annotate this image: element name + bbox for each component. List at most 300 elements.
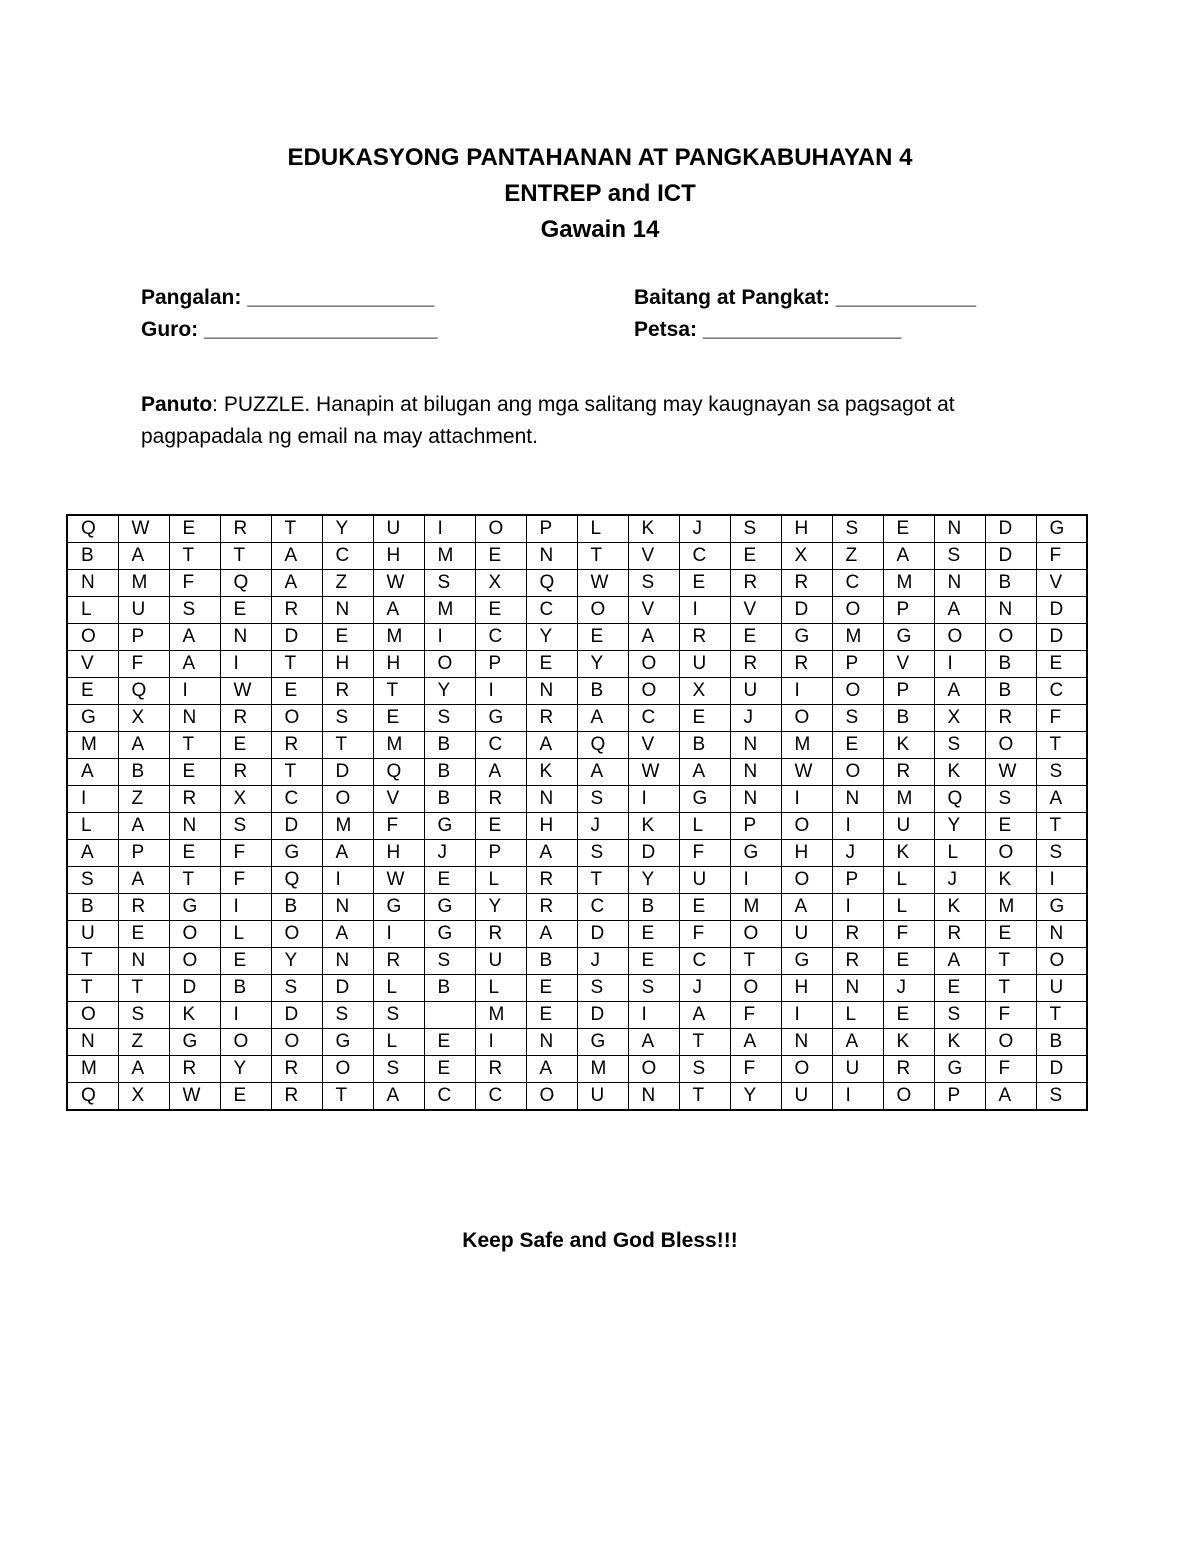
grid-cell[interactable]: L bbox=[577, 515, 628, 543]
grid-cell[interactable]: X bbox=[220, 786, 271, 813]
grid-cell[interactable]: M bbox=[883, 570, 934, 597]
grid-cell[interactable]: V bbox=[628, 597, 679, 624]
grid-cell[interactable]: A bbox=[373, 597, 424, 624]
grid-cell[interactable]: R bbox=[322, 678, 373, 705]
grid-cell[interactable]: U bbox=[679, 651, 730, 678]
grid-cell[interactable]: K bbox=[883, 840, 934, 867]
grid-cell[interactable]: N bbox=[526, 1029, 577, 1056]
grid-cell[interactable]: C bbox=[475, 624, 526, 651]
grid-cell[interactable]: P bbox=[883, 597, 934, 624]
grid-cell[interactable]: G bbox=[475, 705, 526, 732]
grid-cell[interactable]: A bbox=[526, 732, 577, 759]
grid-cell[interactable]: C bbox=[424, 1083, 475, 1111]
grid-cell[interactable]: O bbox=[832, 759, 883, 786]
grid-cell[interactable]: E bbox=[475, 813, 526, 840]
grid-cell[interactable]: T bbox=[271, 651, 322, 678]
grid-cell[interactable]: W bbox=[220, 678, 271, 705]
grid-cell[interactable]: A bbox=[118, 732, 169, 759]
grid-cell[interactable]: A bbox=[934, 948, 985, 975]
grid-cell[interactable]: D bbox=[1036, 597, 1087, 624]
grid-cell[interactable]: O bbox=[169, 948, 220, 975]
grid-cell[interactable]: S bbox=[322, 705, 373, 732]
grid-cell[interactable]: K bbox=[628, 515, 679, 543]
grid-cell[interactable]: E bbox=[220, 732, 271, 759]
grid-cell[interactable]: M bbox=[577, 1056, 628, 1083]
grid-cell[interactable]: R bbox=[730, 570, 781, 597]
grid-cell[interactable]: B bbox=[679, 732, 730, 759]
grid-cell[interactable]: S bbox=[373, 1002, 424, 1029]
grid-cell[interactable]: E bbox=[526, 651, 577, 678]
grid-cell[interactable]: D bbox=[781, 597, 832, 624]
grid-cell[interactable]: F bbox=[169, 570, 220, 597]
grid-cell[interactable]: N bbox=[832, 975, 883, 1002]
grid-cell[interactable]: N bbox=[526, 543, 577, 570]
grid-cell[interactable]: S bbox=[832, 515, 883, 543]
grid-cell[interactable]: E bbox=[322, 624, 373, 651]
grid-cell[interactable]: O bbox=[628, 1056, 679, 1083]
grid-cell[interactable]: R bbox=[985, 705, 1036, 732]
grid-cell[interactable]: R bbox=[169, 786, 220, 813]
grid-cell[interactable]: U bbox=[832, 1056, 883, 1083]
grid-cell[interactable]: B bbox=[271, 894, 322, 921]
grid-cell[interactable]: K bbox=[985, 867, 1036, 894]
grid-cell[interactable]: O bbox=[832, 597, 883, 624]
grid-cell[interactable]: A bbox=[934, 678, 985, 705]
grid-cell[interactable]: C bbox=[679, 948, 730, 975]
grid-cell[interactable]: E bbox=[577, 624, 628, 651]
grid-cell[interactable]: S bbox=[628, 975, 679, 1002]
grid-cell[interactable]: P bbox=[475, 651, 526, 678]
grid-cell[interactable]: R bbox=[526, 894, 577, 921]
grid-cell[interactable]: R bbox=[169, 1056, 220, 1083]
grid-cell[interactable]: I bbox=[781, 1002, 832, 1029]
grid-cell[interactable]: T bbox=[169, 867, 220, 894]
grid-cell[interactable]: F bbox=[883, 921, 934, 948]
grid-cell[interactable]: L bbox=[934, 840, 985, 867]
grid-cell[interactable]: S bbox=[934, 732, 985, 759]
grid-cell[interactable]: R bbox=[475, 921, 526, 948]
grid-cell[interactable]: B bbox=[220, 975, 271, 1002]
grid-cell[interactable]: S bbox=[1036, 759, 1087, 786]
grid-cell[interactable]: Q bbox=[67, 515, 118, 543]
grid-cell[interactable]: T bbox=[271, 759, 322, 786]
grid-cell[interactable]: S bbox=[67, 867, 118, 894]
grid-cell[interactable]: A bbox=[679, 759, 730, 786]
grid-cell[interactable]: B bbox=[883, 705, 934, 732]
grid-cell[interactable]: S bbox=[1036, 1083, 1087, 1111]
grid-cell[interactable]: R bbox=[118, 894, 169, 921]
grid-cell[interactable]: T bbox=[985, 948, 1036, 975]
grid-cell[interactable]: S bbox=[424, 570, 475, 597]
grid-cell[interactable]: Q bbox=[67, 1083, 118, 1111]
grid-cell[interactable]: K bbox=[883, 732, 934, 759]
grid-cell[interactable]: Q bbox=[271, 867, 322, 894]
grid-cell[interactable]: G bbox=[883, 624, 934, 651]
grid-cell[interactable]: D bbox=[1036, 624, 1087, 651]
grid-cell[interactable]: B bbox=[424, 975, 475, 1002]
grid-cell[interactable]: U bbox=[1036, 975, 1087, 1002]
grid-cell[interactable]: G bbox=[679, 786, 730, 813]
grid-cell[interactable]: H bbox=[373, 840, 424, 867]
grid-cell[interactable]: Y bbox=[220, 1056, 271, 1083]
grid-cell[interactable]: S bbox=[424, 705, 475, 732]
grid-cell[interactable]: R bbox=[220, 515, 271, 543]
grid-cell[interactable]: X bbox=[118, 705, 169, 732]
grid-cell[interactable]: D bbox=[985, 543, 1036, 570]
grid-cell[interactable]: N bbox=[934, 515, 985, 543]
grid-cell[interactable]: P bbox=[118, 624, 169, 651]
grid-cell[interactable]: B bbox=[67, 543, 118, 570]
grid-cell[interactable]: I bbox=[628, 786, 679, 813]
grid-cell[interactable]: J bbox=[832, 840, 883, 867]
grid-cell[interactable]: S bbox=[577, 840, 628, 867]
grid-cell[interactable]: W bbox=[373, 570, 424, 597]
grid-cell[interactable]: M bbox=[781, 732, 832, 759]
grid-cell[interactable]: I bbox=[424, 515, 475, 543]
grid-cell[interactable]: I bbox=[730, 867, 781, 894]
grid-cell[interactable]: G bbox=[424, 813, 475, 840]
grid-cell[interactable]: T bbox=[1036, 813, 1087, 840]
grid-cell[interactable]: M bbox=[373, 624, 424, 651]
grid-cell[interactable]: A bbox=[169, 624, 220, 651]
grid-cell[interactable]: V bbox=[883, 651, 934, 678]
grid-cell[interactable]: I bbox=[322, 867, 373, 894]
grid-cell[interactable]: A bbox=[883, 543, 934, 570]
grid-cell[interactable]: H bbox=[373, 651, 424, 678]
grid-cell[interactable]: E bbox=[730, 624, 781, 651]
grid-cell[interactable]: I bbox=[832, 813, 883, 840]
grid-cell[interactable]: K bbox=[883, 1029, 934, 1056]
grid-cell[interactable]: R bbox=[832, 921, 883, 948]
grid-cell[interactable]: I bbox=[424, 624, 475, 651]
grid-cell[interactable]: Q bbox=[526, 570, 577, 597]
grid-cell[interactable]: I bbox=[67, 786, 118, 813]
grid-cell[interactable]: E bbox=[679, 705, 730, 732]
grid-cell[interactable]: T bbox=[322, 1083, 373, 1111]
grid-cell[interactable]: C bbox=[271, 786, 322, 813]
grid-cell[interactable]: W bbox=[985, 759, 1036, 786]
grid-cell[interactable]: S bbox=[934, 1002, 985, 1029]
grid-cell[interactable]: P bbox=[832, 651, 883, 678]
grid-cell[interactable]: L bbox=[67, 813, 118, 840]
grid-cell[interactable]: G bbox=[781, 624, 832, 651]
grid-cell[interactable]: R bbox=[934, 921, 985, 948]
grid-cell[interactable]: T bbox=[730, 948, 781, 975]
grid-cell[interactable]: A bbox=[1036, 786, 1087, 813]
grid-cell[interactable]: A bbox=[118, 867, 169, 894]
grid-cell[interactable]: R bbox=[526, 705, 577, 732]
grid-cell[interactable]: L bbox=[373, 1029, 424, 1056]
grid-cell[interactable]: E bbox=[985, 813, 1036, 840]
grid-cell[interactable]: V bbox=[373, 786, 424, 813]
grid-cell[interactable]: E bbox=[169, 840, 220, 867]
grid-cell[interactable]: G bbox=[1036, 515, 1087, 543]
grid-cell[interactable]: H bbox=[526, 813, 577, 840]
grid-cell[interactable]: E bbox=[424, 1029, 475, 1056]
grid-cell[interactable]: N bbox=[832, 786, 883, 813]
grid-cell[interactable]: B bbox=[118, 759, 169, 786]
grid-cell[interactable]: A bbox=[118, 813, 169, 840]
grid-cell[interactable]: G bbox=[424, 894, 475, 921]
grid-cell[interactable]: H bbox=[781, 515, 832, 543]
grid-cell[interactable]: W bbox=[373, 867, 424, 894]
grid-cell[interactable]: L bbox=[220, 921, 271, 948]
grid-cell[interactable]: A bbox=[322, 840, 373, 867]
grid-cell[interactable]: P bbox=[730, 813, 781, 840]
grid-cell[interactable]: B bbox=[985, 570, 1036, 597]
grid-cell[interactable]: O bbox=[934, 624, 985, 651]
grid-cell[interactable]: Y bbox=[322, 515, 373, 543]
grid-cell[interactable]: A bbox=[475, 759, 526, 786]
grid-cell[interactable]: K bbox=[934, 759, 985, 786]
grid-cell[interactable]: I bbox=[220, 1002, 271, 1029]
grid-cell[interactable]: T bbox=[271, 515, 322, 543]
grid-cell[interactable]: A bbox=[67, 759, 118, 786]
grid-cell[interactable]: N bbox=[730, 759, 781, 786]
grid-cell[interactable]: S bbox=[220, 813, 271, 840]
grid-cell[interactable]: V bbox=[730, 597, 781, 624]
grid-cell[interactable]: Y bbox=[934, 813, 985, 840]
grid-cell[interactable]: S bbox=[373, 1056, 424, 1083]
grid-cell[interactable]: N bbox=[322, 597, 373, 624]
grid-cell[interactable]: M bbox=[475, 1002, 526, 1029]
grid-cell[interactable]: A bbox=[271, 570, 322, 597]
grid-cell[interactable]: M bbox=[118, 570, 169, 597]
grid-cell[interactable]: H bbox=[781, 840, 832, 867]
grid-cell[interactable]: I bbox=[220, 894, 271, 921]
grid-cell[interactable]: A bbox=[781, 894, 832, 921]
grid-cell[interactable]: S bbox=[424, 948, 475, 975]
grid-cell[interactable]: E bbox=[271, 678, 322, 705]
grid-cell[interactable]: R bbox=[475, 1056, 526, 1083]
grid-cell[interactable]: J bbox=[679, 975, 730, 1002]
grid-cell[interactable]: T bbox=[1036, 1002, 1087, 1029]
grid-cell[interactable]: C bbox=[628, 705, 679, 732]
grid-cell[interactable]: Z bbox=[322, 570, 373, 597]
grid-cell[interactable]: E bbox=[118, 921, 169, 948]
grid-cell[interactable]: R bbox=[373, 948, 424, 975]
grid-cell[interactable]: T bbox=[67, 948, 118, 975]
grid-cell[interactable]: A bbox=[67, 840, 118, 867]
grid-cell[interactable]: E bbox=[424, 1056, 475, 1083]
grid-cell[interactable]: K bbox=[934, 1029, 985, 1056]
grid-cell[interactable]: F bbox=[985, 1002, 1036, 1029]
grid-cell[interactable]: C bbox=[526, 597, 577, 624]
grid-cell[interactable]: O bbox=[985, 732, 1036, 759]
grid-cell[interactable]: A bbox=[934, 597, 985, 624]
grid-cell[interactable]: X bbox=[679, 678, 730, 705]
grid-cell[interactable]: A bbox=[730, 1029, 781, 1056]
grid-cell[interactable]: A bbox=[526, 840, 577, 867]
grid-cell[interactable]: O bbox=[1036, 948, 1087, 975]
grid-cell[interactable]: S bbox=[1036, 840, 1087, 867]
grid-cell[interactable]: E bbox=[1036, 651, 1087, 678]
grid-cell[interactable]: D bbox=[271, 813, 322, 840]
grid-cell[interactable]: A bbox=[118, 1056, 169, 1083]
grid-cell[interactable]: O bbox=[577, 597, 628, 624]
grid-cell[interactable]: I bbox=[934, 651, 985, 678]
grid-cell[interactable]: P bbox=[526, 515, 577, 543]
grid-cell[interactable]: I bbox=[832, 894, 883, 921]
grid-cell[interactable]: I bbox=[679, 597, 730, 624]
grid-cell[interactable]: A bbox=[679, 1002, 730, 1029]
grid-cell[interactable]: I bbox=[628, 1002, 679, 1029]
grid-cell[interactable]: Y bbox=[577, 651, 628, 678]
grid-cell[interactable]: H bbox=[322, 651, 373, 678]
grid-cell[interactable]: M bbox=[730, 894, 781, 921]
grid-cell[interactable]: E bbox=[526, 1002, 577, 1029]
grid-cell[interactable]: O bbox=[985, 840, 1036, 867]
grid-cell[interactable]: I bbox=[781, 678, 832, 705]
grid-cell[interactable]: T bbox=[373, 678, 424, 705]
grid-cell[interactable]: O bbox=[628, 678, 679, 705]
grid-cell[interactable]: B bbox=[985, 651, 1036, 678]
grid-cell[interactable]: D bbox=[628, 840, 679, 867]
grid-cell[interactable]: L bbox=[679, 813, 730, 840]
grid-cell[interactable]: K bbox=[526, 759, 577, 786]
grid-cell[interactable]: U bbox=[118, 597, 169, 624]
grid-cell[interactable]: R bbox=[781, 651, 832, 678]
grid-cell[interactable]: A bbox=[628, 1029, 679, 1056]
grid-cell[interactable]: O bbox=[781, 813, 832, 840]
grid-cell[interactable]: I bbox=[220, 651, 271, 678]
grid-cell[interactable]: E bbox=[679, 570, 730, 597]
grid-cell[interactable]: F bbox=[679, 921, 730, 948]
grid-cell[interactable]: L bbox=[832, 1002, 883, 1029]
grid-cell[interactable]: N bbox=[322, 948, 373, 975]
grid-cell[interactable]: P bbox=[934, 1083, 985, 1111]
grid-cell[interactable]: F bbox=[1036, 543, 1087, 570]
grid-cell[interactable]: J bbox=[730, 705, 781, 732]
grid-cell[interactable]: N bbox=[934, 570, 985, 597]
grid-cell[interactable]: O bbox=[832, 678, 883, 705]
grid-cell[interactable]: S bbox=[169, 597, 220, 624]
grid-cell[interactable]: R bbox=[475, 786, 526, 813]
grid-cell[interactable]: T bbox=[679, 1083, 730, 1111]
grid-cell[interactable]: Z bbox=[118, 1029, 169, 1056]
grid-cell[interactable]: N bbox=[220, 624, 271, 651]
grid-cell[interactable]: I bbox=[475, 1029, 526, 1056]
grid-cell[interactable]: I bbox=[475, 678, 526, 705]
grid-cell[interactable]: S bbox=[985, 786, 1036, 813]
grid-cell[interactable]: Q bbox=[118, 678, 169, 705]
grid-cell[interactable]: E bbox=[424, 867, 475, 894]
grid-cell[interactable]: G bbox=[934, 1056, 985, 1083]
grid-cell[interactable]: B bbox=[67, 894, 118, 921]
grid-cell[interactable]: R bbox=[220, 705, 271, 732]
grid-cell[interactable]: E bbox=[934, 975, 985, 1002]
grid-cell[interactable]: C bbox=[475, 1083, 526, 1111]
grid-cell[interactable]: G bbox=[169, 894, 220, 921]
grid-cell[interactable]: R bbox=[781, 570, 832, 597]
grid-cell[interactable]: O bbox=[322, 786, 373, 813]
grid-cell[interactable]: G bbox=[373, 894, 424, 921]
grid-cell[interactable]: U bbox=[781, 921, 832, 948]
grid-cell[interactable]: F bbox=[220, 840, 271, 867]
grid-cell[interactable]: M bbox=[985, 894, 1036, 921]
grid-cell[interactable]: G bbox=[781, 948, 832, 975]
grid-cell[interactable]: G bbox=[271, 840, 322, 867]
grid-cell[interactable]: R bbox=[730, 651, 781, 678]
grid-cell[interactable]: H bbox=[373, 543, 424, 570]
grid-cell[interactable]: M bbox=[424, 597, 475, 624]
grid-cell[interactable]: V bbox=[628, 543, 679, 570]
grid-cell[interactable]: N bbox=[67, 1029, 118, 1056]
grid-cell[interactable]: O bbox=[730, 975, 781, 1002]
grid-cell[interactable]: I bbox=[781, 786, 832, 813]
grid-cell[interactable]: R bbox=[271, 1056, 322, 1083]
grid-cell[interactable]: R bbox=[883, 1056, 934, 1083]
grid-cell[interactable]: Q bbox=[577, 732, 628, 759]
grid-cell[interactable]: O bbox=[424, 651, 475, 678]
grid-cell[interactable]: F bbox=[679, 840, 730, 867]
grid-cell[interactable]: O bbox=[781, 867, 832, 894]
grid-cell[interactable]: A bbox=[373, 1083, 424, 1111]
grid-cell[interactable]: B bbox=[1036, 1029, 1087, 1056]
grid-cell[interactable]: Y bbox=[730, 1083, 781, 1111]
grid-cell[interactable]: U bbox=[679, 867, 730, 894]
grid-cell[interactable]: U bbox=[781, 1083, 832, 1111]
grid-cell[interactable]: S bbox=[730, 515, 781, 543]
grid-cell[interactable]: J bbox=[934, 867, 985, 894]
grid-cell[interactable]: W bbox=[118, 515, 169, 543]
grid-cell[interactable]: V bbox=[67, 651, 118, 678]
grid-cell[interactable]: U bbox=[730, 678, 781, 705]
grid-cell[interactable]: T bbox=[1036, 732, 1087, 759]
grid-cell[interactable]: I bbox=[169, 678, 220, 705]
grid-cell[interactable]: R bbox=[271, 732, 322, 759]
grid-cell[interactable]: E bbox=[526, 975, 577, 1002]
grid-cell[interactable] bbox=[424, 1002, 475, 1029]
grid-cell[interactable]: Q bbox=[220, 570, 271, 597]
grid-cell[interactable]: L bbox=[373, 975, 424, 1002]
grid-cell[interactable]: R bbox=[832, 948, 883, 975]
grid-cell[interactable]: J bbox=[424, 840, 475, 867]
grid-cell[interactable]: M bbox=[424, 543, 475, 570]
grid-cell[interactable]: O bbox=[322, 1056, 373, 1083]
grid-cell[interactable]: N bbox=[526, 678, 577, 705]
grid-cell[interactable]: X bbox=[781, 543, 832, 570]
grid-cell[interactable]: U bbox=[373, 515, 424, 543]
grid-cell[interactable]: S bbox=[118, 1002, 169, 1029]
grid-cell[interactable]: M bbox=[67, 1056, 118, 1083]
grid-cell[interactable]: O bbox=[271, 1029, 322, 1056]
grid-cell[interactable]: B bbox=[424, 732, 475, 759]
grid-cell[interactable]: F bbox=[730, 1056, 781, 1083]
grid-cell[interactable]: A bbox=[118, 543, 169, 570]
grid-cell[interactable]: A bbox=[628, 624, 679, 651]
grid-cell[interactable]: B bbox=[628, 894, 679, 921]
grid-cell[interactable]: Q bbox=[934, 786, 985, 813]
grid-cell[interactable]: E bbox=[883, 948, 934, 975]
grid-cell[interactable]: T bbox=[577, 543, 628, 570]
grid-cell[interactable]: G bbox=[577, 1029, 628, 1056]
grid-cell[interactable]: T bbox=[679, 1029, 730, 1056]
grid-cell[interactable]: S bbox=[577, 975, 628, 1002]
grid-cell[interactable]: B bbox=[526, 948, 577, 975]
grid-cell[interactable]: P bbox=[883, 678, 934, 705]
grid-cell[interactable]: G bbox=[322, 1029, 373, 1056]
grid-cell[interactable]: D bbox=[169, 975, 220, 1002]
grid-cell[interactable]: E bbox=[628, 921, 679, 948]
grid-cell[interactable]: R bbox=[271, 597, 322, 624]
grid-cell[interactable]: O bbox=[985, 624, 1036, 651]
grid-cell[interactable]: S bbox=[934, 543, 985, 570]
grid-cell[interactable]: P bbox=[118, 840, 169, 867]
grid-cell[interactable]: C bbox=[577, 894, 628, 921]
grid-cell[interactable]: F bbox=[730, 1002, 781, 1029]
grid-cell[interactable]: M bbox=[322, 813, 373, 840]
